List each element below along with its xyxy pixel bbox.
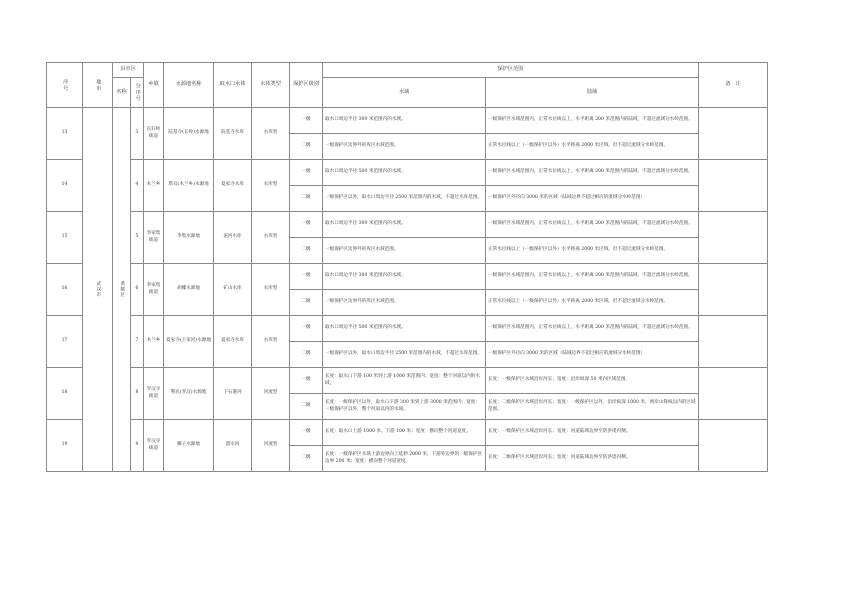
row-intake: 夏家寺水库 [214, 160, 252, 212]
row-remark [699, 420, 768, 472]
header-source-name: 水源地名称 [164, 63, 214, 108]
row-seq: 19 [47, 420, 83, 472]
row-land-scope: 一级保护区水域范围内，正常水位线以上，水平距离 200 米范围内的陆域，不超过流域分水岭范围。 [486, 316, 699, 342]
row-seq: 16 [47, 264, 83, 316]
row-water-scope: 一级保护区边界外的库区水域范围。 [323, 238, 486, 264]
table-row [47, 212, 768, 238]
row-intake: 泥河水库 [214, 212, 252, 264]
row-intake: 院基寺水库 [214, 108, 252, 160]
row-water-type: 水库型 [252, 316, 290, 368]
row-seq: 15 [47, 212, 83, 264]
row-sub-seq: 4 [131, 160, 144, 212]
header-county-name: 名称 [113, 78, 131, 108]
row-town: 罗汉寺街道 [144, 420, 164, 472]
row-level: 一级 [290, 264, 323, 290]
row-town: 长轩岭街道 [144, 108, 164, 160]
row-source-name: 狮子水源地 [164, 420, 214, 472]
table-row [47, 264, 768, 290]
row-sub-seq: 3 [131, 108, 144, 160]
row-intake: 夏家寺水库 [214, 316, 252, 368]
table-row [47, 160, 768, 186]
row-level: 二级 [290, 446, 323, 472]
row-town: 罗汉寺街道 [144, 368, 164, 420]
row-water-scope: 取水口周边半径 500 米范围内的水域。 [323, 316, 486, 342]
row-land-scope: 一级保护区水域范围内，正常水位线以上，水平距离 200 米范围内的陆域，不超过流域分水岭范围。 [486, 108, 699, 134]
row-source-name: 塔耳(木兰乡)水源地 [164, 160, 214, 212]
row-water-scope: 长度：取水口下游 100 米到上游 1000 米范围内；宽度：整个河道以内的水域。 [323, 368, 486, 394]
header-county-group: 县市区 [113, 63, 144, 78]
row-water-scope: 取水口周边半径 300 米范围内的水域。 [323, 264, 486, 290]
row-sub-seq: 7 [131, 316, 144, 368]
row-land-scope: 长度：一级保护区水域沿岸河长；宽度：河道陆域边界至防洪堤内侧。 [486, 420, 699, 446]
city-cell [83, 108, 113, 472]
row-seq: 18 [47, 368, 83, 420]
row-land-scope: 正常水位线以上（一级保护区以外）水平距离 2000 米区域，但不超过流域分水岭范围。 [486, 238, 699, 264]
table-row [47, 316, 768, 342]
row-level: 一级 [290, 316, 323, 342]
row-level: 一级 [290, 420, 323, 446]
row-intake: 下石港河 [214, 368, 252, 420]
row-seq: 17 [47, 316, 83, 368]
header-water-area: 水域 [323, 78, 486, 108]
header-remark: 备 注 [699, 63, 768, 108]
row-water-type: 河流型 [252, 368, 290, 420]
row-level: 二级 [290, 290, 323, 316]
row-source-name: 夏家寺(王家河)水源地 [164, 316, 214, 368]
row-remark [699, 264, 768, 316]
row-water-scope: 一级保护区以外，取水口周边半径 2500 米范围内的水域，不超过水库范围。 [323, 186, 486, 212]
table-row [47, 420, 768, 446]
row-source-name: 利民(罗汉)水源地 [164, 368, 214, 420]
row-remark [699, 160, 768, 212]
row-water-scope: 长度：一级保护区水域上游边界向上延伸 2000 米，下游外边界的一级保护区边界 200 米；宽度：横向整个河道宽度。 [323, 446, 486, 472]
row-land-scope: 长度：二级保护区水域沿岸河长；宽度：河道陆域边界至防洪堤内侧。 [486, 446, 699, 472]
row-remark [699, 368, 768, 420]
row-seq: 13 [47, 108, 83, 160]
header-city: 地市 [83, 63, 113, 108]
row-level: 二级 [290, 238, 323, 264]
row-level: 二级 [290, 186, 323, 212]
row-town: 木兰乡 [144, 316, 164, 368]
row-level: 一级 [290, 108, 323, 134]
protection-zone-table [46, 62, 768, 472]
table-body [47, 108, 768, 472]
row-sub-seq: 8 [131, 368, 144, 420]
row-water-scope: 取水口周边半径 500 米范围内的水域。 [323, 160, 486, 186]
header-level: 保护区级别 [290, 63, 323, 108]
row-water-scope: 一级保护区边界外的库区水域范围。 [323, 290, 486, 316]
row-land-scope: 正常水位线以上（一级保护区以外）水平距离 2000 米区域，但不超过流域分水岭范围。 [486, 290, 699, 316]
header-town: 乡镇 [144, 63, 164, 108]
protection-zone-table-page [46, 62, 767, 472]
row-land-scope: 一级保护区外径向 3000 米的区域（陆域边界不超过相应的流域分水岭范围） [486, 186, 699, 212]
row-source-name: 李集水源地 [164, 212, 214, 264]
row-sub-seq: 9 [131, 420, 144, 472]
row-water-scope: 一级保护区边界外的库区水域范围。 [323, 134, 486, 160]
header-intake: 取水口水体 [214, 63, 252, 108]
row-water-type: 水库型 [252, 212, 290, 264]
row-land-scope: 一级保护区水域范围内，正常水位线以上，水平距离 200 米范围内的陆域，不超过流域分水岭范围。 [486, 264, 699, 290]
row-sub-seq: 6 [131, 264, 144, 316]
row-water-scope: 长度：一级保护区以外，取水口下游 300 米到上游 3000 米范围内；宽度：一级保护区以外，整个河道以内的水域。 [323, 394, 486, 420]
row-town: 李家集街道 [144, 212, 164, 264]
header-seq: 序号 [47, 63, 83, 108]
row-land-scope: 一级保护区水域范围内，正常水位线以上，水平距离 200 米范围内的陆域，不超过流域分水岭范围。 [486, 160, 699, 186]
row-level: 二级 [290, 394, 323, 420]
row-level: 一级 [290, 212, 323, 238]
row-remark [699, 108, 768, 160]
row-water-type: 水库型 [252, 264, 290, 316]
row-remark [699, 212, 768, 264]
row-town: 李家集街道 [144, 264, 164, 316]
county-cell [113, 108, 131, 472]
county-cell-text: 黄陂区 [119, 281, 125, 298]
row-land-scope: 长度：一级保护区水域沿岸河长；宽度：沿岸纵深 50 米内区域范围。 [486, 368, 699, 394]
header-land-area: 陆域 [486, 78, 699, 108]
table-row [47, 368, 768, 394]
row-source-name: 院基寺(长岭)水源地 [164, 108, 214, 160]
row-water-scope: 取水口周边半径 300 米范围内的水域。 [323, 108, 486, 134]
row-land-scope: 长度：二级保护区水域沿岸河长；宽度：一级保护区以外，沿岸纵深 1000 米，两岸山脊线以内的区域范围。 [486, 394, 699, 420]
header-scope-group: 保护区范围 [323, 63, 699, 78]
row-town: 木兰乡 [144, 160, 164, 212]
row-intake: 滠水河 [214, 420, 252, 472]
row-level: 一级 [290, 160, 323, 186]
header-water-type: 水体类型 [252, 63, 290, 108]
row-water-type: 河流型 [252, 420, 290, 472]
row-water-type: 水库型 [252, 108, 290, 160]
row-water-scope: 取水口周边半径 300 米范围内的水域。 [323, 212, 486, 238]
row-seq: 14 [47, 160, 83, 212]
row-intake: 矿山水库 [214, 264, 252, 316]
row-level: 一级 [290, 368, 323, 394]
row-level: 二级 [290, 342, 323, 368]
row-source-name: 胡椰水源地 [164, 264, 214, 316]
row-water-scope: 长度：取水口上游 1000 米，下游 100 米；宽度：横向整个河道宽度。 [323, 420, 486, 446]
row-land-scope: 一级保护区水域范围内，正常水位线以上，水平距离 200 米范围内的陆域，不超过流域分水岭范围。 [486, 212, 699, 238]
row-land-scope: 正常水位线以上（一级保护区以外）水平距离 2000 米区域，但不超过流域分水岭范围。 [486, 134, 699, 160]
row-land-scope: 一级保护区外径向 3000 米的区域（陆域边界不超过相应的流域分水岭范围） [486, 342, 699, 368]
row-remark [699, 316, 768, 368]
header-county-seq: 分序号 [131, 78, 144, 108]
row-water-scope: 一级保护区以外，取水口周边半径 2500 米范围内的水域，不超过水库范围。 [323, 342, 486, 368]
row-sub-seq: 5 [131, 212, 144, 264]
city-cell-text: 武汉市 [95, 281, 101, 298]
row-level: 二级 [290, 134, 323, 160]
row-water-type: 水库型 [252, 160, 290, 212]
table-row [47, 108, 768, 134]
